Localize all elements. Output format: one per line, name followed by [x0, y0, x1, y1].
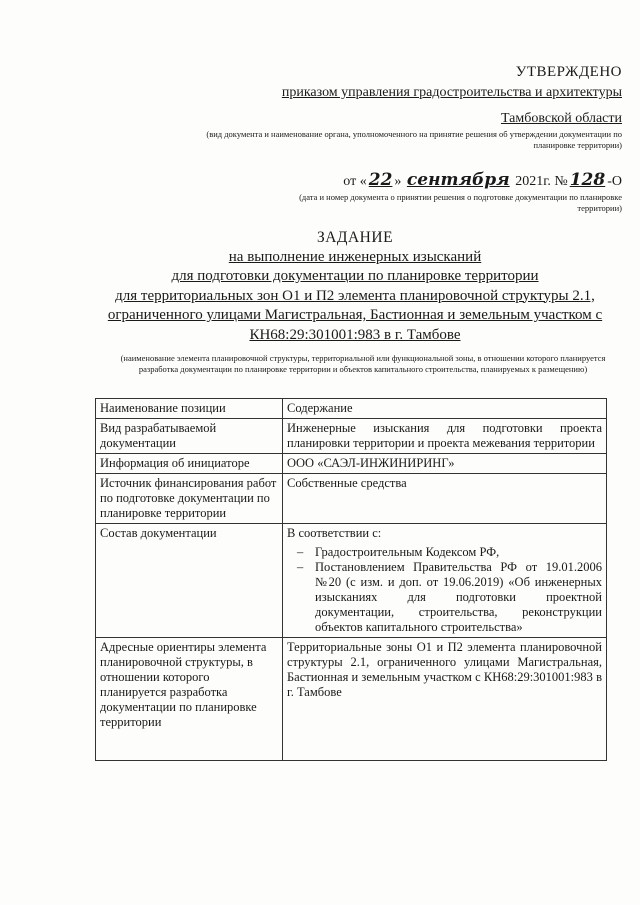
row-name: Информация об инициаторе: [96, 454, 283, 474]
heading-line: для подготовки документации по планировке территории: [171, 268, 539, 284]
dash-marker: –: [297, 545, 304, 559]
heading-line: ограниченного улицами Магистральная, Бастионная и земельным участком с: [107, 307, 603, 323]
order-note: (дата и номер документа о принятии решения о подготовке документации по планировке территории): [299, 192, 622, 213]
table-row: [96, 454, 607, 474]
table-row: [96, 474, 607, 524]
row-value: Собственные средства: [283, 474, 607, 524]
document-title: ЗАДАНИЕ: [316, 229, 394, 246]
list-item-text: Постановлением Правительства РФ от 19.01.2006 №20 (с изм. и доп. от 19.06.2019) «Об инженерных изысканиях для подготовки проектной документации, строительства, реконструкции объектов капитального строительства»: [315, 560, 602, 634]
row-name: Состав документации: [96, 524, 283, 638]
approval-authority: приказом управления градостроительства и архитектуры: [281, 85, 622, 100]
heading-line: для территориальных зон О1 и П2 элемента планировочной структуры 2.1,: [115, 287, 595, 304]
dash-marker: –: [297, 560, 304, 574]
row-name: Вид разрабатываемой документации: [96, 419, 283, 454]
table-row: [96, 524, 607, 638]
table-row: [96, 419, 607, 454]
list-item-text: Градостроительным Кодексом РФ,: [315, 545, 500, 559]
order-number: 128: [569, 170, 606, 190]
order-line: [262, 170, 622, 190]
row-value: В соответствии с:: [287, 526, 382, 540]
documentation-list: [287, 545, 602, 635]
heading-note: (наименование элемента планировочной структуры, территориальной или функциональной зоны, в отношении которого планируется разработка документации по планировке территории и объектов капитального строительства, планируемых к размещению): [120, 353, 606, 374]
order-day: 22: [368, 170, 393, 190]
table-row: [96, 638, 607, 761]
table-header-cell: Наименование позиции: [96, 399, 283, 419]
approval-block: [202, 64, 622, 150]
order-suffix: -О: [607, 174, 622, 189]
row-value: Территориальные зоны О1 и П2 элемента планировочной структуры 2.1, ограниченного улицами Магистральная, Бастионная и земельным участком с КН68:29:301001:983 в г. Тамбове: [283, 638, 607, 761]
row-value: ООО «САЭЛ-ИНЖИНИРИНГ»: [283, 454, 607, 474]
row-name: Адресные ориентиры элемента планировочной структуры, в отношении которого планируется разработка документации по планировке территории: [96, 638, 283, 761]
row-value-cell: [283, 524, 607, 638]
order-block: [262, 170, 622, 213]
order-mid: »: [394, 174, 402, 189]
row-name: Источник финансирования работ по подготовке документации по планировке территории: [96, 474, 283, 524]
specification-table: [95, 398, 607, 761]
order-month: сентября: [406, 170, 510, 190]
order-year: 2021г. №: [515, 174, 568, 189]
document-heading: [90, 228, 620, 345]
row-value: Инженерные изыскания для подготовки проекта планировки территории и проекта межевания территории: [283, 419, 607, 454]
table-header-cell: Содержание: [283, 399, 607, 419]
table-header-row: [96, 399, 607, 419]
order-prefix: от «: [343, 174, 367, 189]
list-item: [287, 545, 602, 560]
approval-title: УТВЕРЖДЕНО: [515, 64, 622, 80]
heading-line: КН68:29:301001:983 в г. Тамбове: [249, 326, 461, 343]
approval-region: Тамбовской области: [500, 111, 622, 126]
heading-line: на выполнение инженерных изысканий: [228, 248, 482, 265]
approval-note: (вид документа и наименование органа, уполномоченного на принятие решения об утверждении документации по планировке территории): [206, 129, 622, 150]
list-item: [287, 560, 602, 635]
